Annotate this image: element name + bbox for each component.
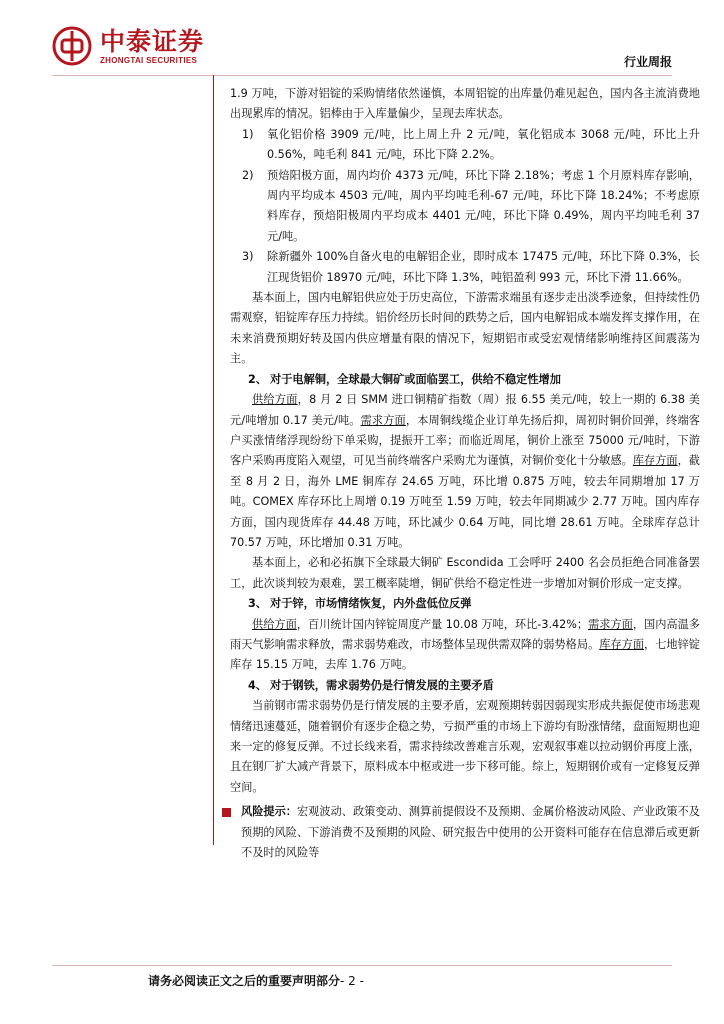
section-number: 3、	[248, 597, 267, 611]
section-title: 对于电解铜，全球最大铜矿或面临罢工，供给不稳定性增加	[270, 372, 561, 386]
inventory-label: 库存方面	[632, 454, 678, 468]
item-number: 3)	[242, 250, 254, 264]
inventory-text: ，截至 8 月 2 日，海外 LME 铜库存 24.65 万吨，环比增 0.875 万吨，较去年同期增加 17 万吨。COMEX 库存环比上周增 0.19 万吨至 1.59 万吨，较去年同期减少 2.77 万吨。国内库存方面，国内现货库存 44.48 万吨，环比减少 0.64 万吨，同比增 28.61 万吨。全球库存总计 70.57 万吨，环比增加 0.31 万吨。	[230, 454, 700, 549]
supply-text: ，8 月 2 日 SMM 进口铜精矿指数（周）报 6.55 美元/吨，较上一期的 6.38 美元/吨增加 0.17 美元/吨。	[230, 393, 700, 427]
risk-text: 宏观波动、政策变动、测算前提假设不及预期、金属价格波动风险、产业政策不及预期的风险、下游消费不及预期的风险、研究报告中使用的公开资料可能存在信息滞后或更新不及时的风险等	[241, 805, 700, 860]
item-text: 预焙阳极方面，周内均价 4373 元/吨，环比下降 2.18%；考虑 1 个月原料库存影响，周内平均成本 4503 元/吨，周内平均吨毛利-67 元/吨，环比下降 18.24%；不考虑原料库存，预焙阳极周内平均成本 4401 元/吨，环比下降 0.49%，周内平均吨毛利 37 元/吨。	[267, 168, 700, 243]
logo-chinese-name: 中泰证券	[100, 26, 205, 56]
steel-heading	[230, 676, 700, 696]
page-number: - 2 -	[340, 974, 364, 988]
zhongtai-logo-icon	[52, 26, 92, 66]
supply-text: ，百川统计国内锌锭周度产量 10.08 万吨，环比-3.42%；	[296, 617, 589, 631]
footer	[148, 972, 364, 989]
aluminum-item-1	[230, 125, 700, 166]
footer-divider	[52, 965, 672, 966]
zinc-heading	[230, 594, 700, 614]
steel-paragraph: 当前钢市需求弱势仍是行情发展的主要矛盾，宏观预期转弱因弱现实形成共振促使市场悲观情绪迅速蔓延，随着钢价有逐步企稳之势，亏损严重的市场上下游均有盼涨情绪，盘面短期也迎来一定的修复反弹。不过长线来看，需求持续改善难言乐观，宏观叙事难以拉动钢价再度上涨，且在钢厂扩大减产背景下，原料成本中枢或进一步下移可能。综上，短期钢价或有一定修复反弹空间。	[230, 699, 700, 794]
logo-english-name: ZHONGTAI SECURITIES	[100, 55, 198, 65]
inventory-label: 库存方面	[599, 637, 645, 651]
square-bullet-icon	[222, 808, 231, 817]
demand-text: ，国内高温多雨天气影响需求释放，需求弱势难改，市场整体呈现供需双降的弱势格局。	[230, 617, 700, 651]
item-text: 除新疆外 100%自备火电的电解铝企业，即时成本 17475 元/吨，环比下降 0.3%，长江现货铝价 18970 元/吨，环比下降 1.3%，吨铝盈利 993 元，环比下滑 11.66%。	[267, 250, 700, 284]
item-number: 1)	[242, 127, 254, 141]
demand-label: 需求方面	[360, 413, 406, 427]
risk-warning	[230, 802, 700, 863]
section-title: 对于锌，市场情绪恢复，内外盘低位反弹	[270, 597, 472, 611]
copper-heading	[230, 370, 700, 390]
section-number: 4、	[248, 678, 267, 692]
item-number: 2)	[242, 168, 254, 182]
company-logo	[52, 26, 204, 66]
copper-paragraph-2: 基本面上，必和必拓旗下全球最大铜矿 Escondida 工会呼吁 2400 名会员拒绝合同准备罢工，此次谈判较为艰难，罢工概率陡增，铜矿供给不稳定性进一步增加对铜价形成一定支撑。	[230, 556, 700, 590]
aluminum-item-3	[230, 247, 700, 288]
section-number: 2、	[248, 372, 267, 386]
footer-disclaimer: 请务必阅读正文之后的重要声明部分	[148, 974, 341, 988]
aluminum-item-2	[230, 166, 700, 248]
item-text: 氧化铝价格 3909 元/吨，比上周上升 2 元/吨，氧化铝成本 3068 元/吨，环比上升 0.56%，吨毛利 841 元/吨，环比下降 2.2%。	[267, 127, 700, 162]
aluminum-intro: 1.9 万吨，下游对铝锭的采购情绪依然谨慎，本周铝锭的出库量仍难见起色，国内各主流消费地出现累库的情况。铝棒由于入库量偏少，呈现去库状态。	[230, 87, 700, 121]
section-title: 对于钢铁，需求弱势仍是行情发展的主要矛盾	[270, 678, 494, 692]
zinc-paragraph	[230, 615, 700, 676]
risk-paragraph	[241, 802, 700, 863]
report-type-label: 行业周报	[623, 55, 672, 69]
risk-label: 风险提示：	[241, 805, 297, 819]
header-divider	[52, 75, 672, 76]
demand-text: ，本周铜线缆企业订单先扬后抑，周初时铜价回弹，终端客户买涨情绪浮现纷纷下单采购，提振开工率；而临近周尾，铜价上涨至 75000 元/吨时，下游客户采购再度陷入观望，可见当前终端客户采购尤为谨慎，对铜价变化十分敏感。	[230, 413, 700, 468]
left-margin-rule	[213, 75, 214, 845]
demand-label: 需求方面	[588, 617, 633, 631]
supply-label: 供给方面	[252, 393, 298, 407]
aluminum-summary: 基本面上，国内电解铝供应处于历史高位，下游需求端虽有逐步走出淡季迹象，但持续性仍需观察，铝锭库存压力持续。铝价经历长时间的跌势之后，国内电解铝成本端发挥支撑作用，在未来消费预期好转及国内供应增量有限的情况下，短期铝市或受宏观情绪影响维持区间震荡为主。	[230, 291, 700, 366]
report-body	[230, 84, 700, 863]
copper-paragraph-1	[230, 390, 700, 553]
supply-label: 供给方面	[252, 617, 297, 631]
inventory-text: ，七地锌锭库存 15.15 万吨，去库 1.76 万吨。	[230, 637, 700, 672]
